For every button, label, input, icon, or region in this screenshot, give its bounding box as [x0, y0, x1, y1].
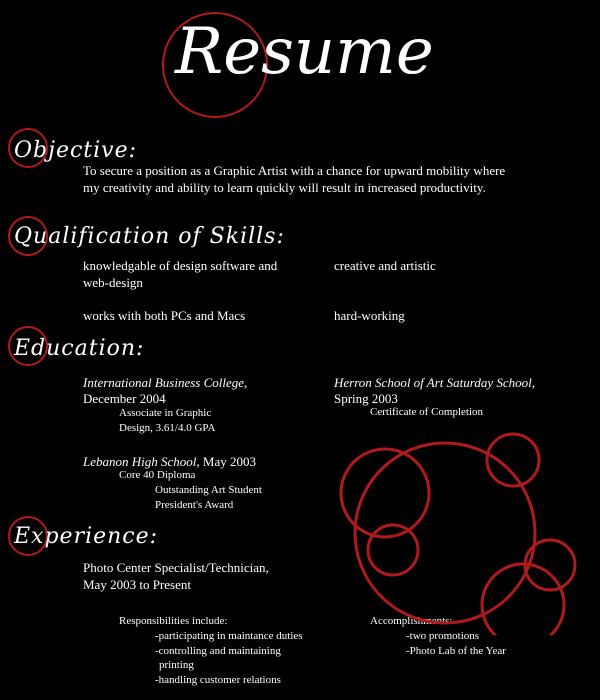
lebanon-date: May 2003	[202, 454, 256, 469]
responsibilities-heading: Responsibilities include:	[119, 615, 228, 627]
decorative-circles	[335, 425, 585, 635]
ibc-line	[83, 374, 247, 391]
large-circle-decoration	[355, 443, 535, 623]
accomplishment-item: -Photo Lab of the Year	[406, 645, 506, 657]
page-title: Resume	[175, 15, 434, 89]
comma: ,	[196, 454, 203, 469]
lebanon-award-1: Outstanding Art Student	[155, 484, 262, 496]
objective-line-2: my creativity and ability to learn quickly will result in increased productivity.	[83, 180, 486, 195]
lebanon-diploma: Core 40 Diploma	[119, 469, 196, 481]
herron-date: Spring 2003	[334, 391, 398, 406]
skill-item: hard-working	[334, 308, 405, 323]
objective-line-1: To secure a position as a Graphic Artist with a chance for upward mobility where	[83, 163, 506, 178]
ibc-degree-line-2: Design, 3.61/4.0 GPA	[119, 422, 216, 434]
herron-name: Herron School of Art Saturday School	[334, 375, 532, 390]
lower-right-circle-decoration	[482, 564, 564, 635]
lebanon-name: Lebanon High School	[83, 454, 197, 469]
position-line-2: May 2003 to Present	[83, 577, 191, 592]
top-small-circle-decoration	[487, 434, 539, 486]
ibc-date: December 2004	[83, 391, 166, 406]
experience-heading: Experience:	[14, 524, 159, 549]
education-heading: Education:	[14, 336, 145, 361]
skill-item: creative and artistic	[334, 258, 436, 273]
position-line-1: Photo Center Specialist/Technician,	[83, 560, 269, 575]
responsibility-item: -handling customer relations	[155, 674, 281, 686]
skill-item: knowledgable of design software and web-design	[83, 258, 278, 290]
herron-certificate: Certificate of Completion	[370, 406, 484, 418]
skills-heading: Qualification of Skills:	[14, 224, 285, 249]
comma: ,	[531, 375, 536, 390]
ibc-name: International Business College	[83, 375, 245, 390]
objective-heading: Objective:	[14, 138, 138, 163]
herron-line	[334, 374, 535, 391]
accomplishments-heading: Accomplishments:	[370, 615, 453, 627]
lebanon-award-2: President's Award	[155, 499, 234, 511]
responsibility-item: -controlling and maintaining	[155, 645, 281, 657]
responsibility-item: -participating in maintance duties	[155, 630, 303, 642]
left-circle-decoration	[341, 449, 429, 537]
ibc-degree-line-1: Associate in Graphic	[119, 407, 212, 419]
lower-left-circle-decoration	[368, 525, 418, 575]
responsibility-item-continuation: printing	[159, 659, 194, 671]
skill-item: works with both PCs and Macs	[83, 308, 246, 323]
accomplishment-item: -two promotions	[406, 630, 480, 642]
comma: ,	[244, 375, 248, 390]
